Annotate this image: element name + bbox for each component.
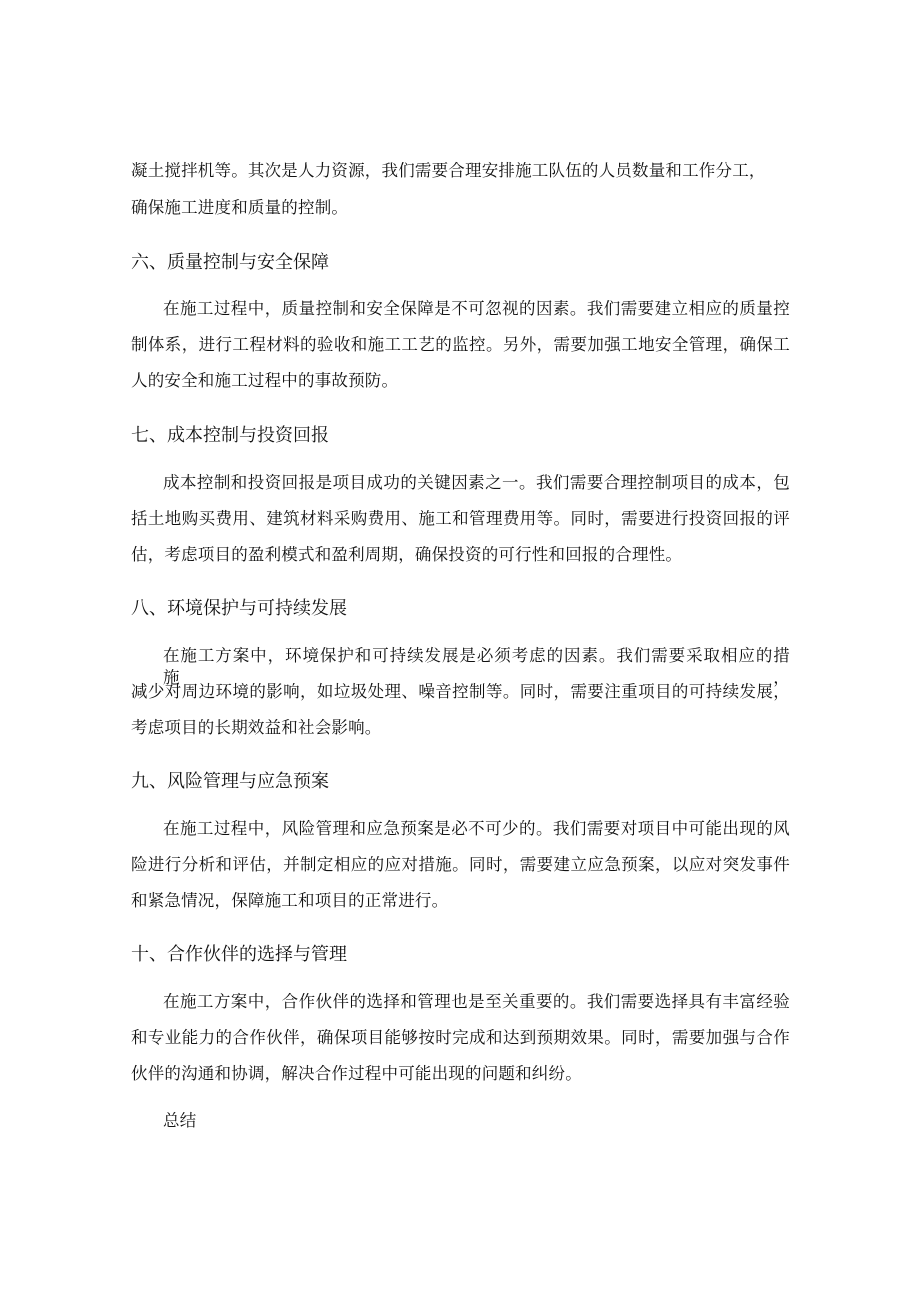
paragraph-line: 估，考虑项目的盈利模式和盈利周期，确保投资的可行性和回报的合理性。 (131, 545, 683, 564)
paragraph-line: 人的安全和施工过程中的事故预防。 (131, 371, 399, 390)
section-heading-cost-investment: 七、成本控制与投资回报 (131, 425, 329, 446)
paragraph-line: 在施工过程中，质量控制和安全保障是不可忽视的因素。我们需要建立相应的质量控 (163, 299, 790, 318)
intro-line-2: 确保施工进度和质量的控制。 (131, 198, 349, 217)
paragraph-line: 和紧急情况，保障施工和项目的正常进行。 (131, 891, 449, 910)
paragraph-line: 和专业能力的合作伙伴，确保项目能够按时完成和达到预期效果。同时，需要加强与合作 (131, 1028, 790, 1047)
paragraph-line: 成本控制和投资回报是项目成功的关键因素之一。我们需要合理控制项目的成本，包 (163, 473, 790, 492)
intro-line-1: 凝土搅拌机等。其次是人力资源，我们需要合理安排施工队伍的人员数量和工作分工， (131, 161, 766, 180)
section-heading-environment: 八、环境保护与可持续发展 (131, 598, 347, 619)
section-heading-quality-safety: 六、质量控制与安全保障 (131, 252, 329, 273)
paragraph-line: 考虑项目的长期效益和社会影响。 (131, 718, 382, 737)
paragraph-line: 括土地购买费用、建筑材料采购费用、施工和管理费用等。同时，需要进行投资回报的评 (131, 509, 790, 528)
paragraph-line: 减少对周边环境的影响，如垃圾处理、噪音控制等。同时，需要注重项目的可持续发展， (131, 682, 790, 701)
paragraph-line: 在施工过程中，风险管理和应急预案是必不可少的。我们需要对项目中可能出现的风 (163, 819, 790, 838)
summary-label: 总结 (163, 1111, 197, 1130)
paragraph-line: 在施工方案中，环境保护和可持续发展是必须考虑的因素。我们需要采取相应的措施， (163, 646, 790, 687)
paragraph-line: 在施工方案中，合作伙伴的选择和管理也是至关重要的。我们需要选择具有丰富经验 (163, 992, 790, 1011)
paragraph-line: 险进行分析和评估，并制定相应的应对措施。同时，需要建立应急预案，以应对突发事件 (131, 855, 790, 874)
section-heading-partners: 十、合作伙伴的选择与管理 (131, 944, 347, 965)
paragraph-line: 伙伴的沟通和协调，解决合作过程中可能出现的问题和纠纷。 (131, 1064, 582, 1083)
section-heading-risk-management: 九、风险管理与应急预案 (131, 771, 329, 792)
paragraph-line: 制体系，进行工程材料的验收和施工工艺的监控。另外，需要加强工地安全管理，确保工 (131, 335, 790, 354)
